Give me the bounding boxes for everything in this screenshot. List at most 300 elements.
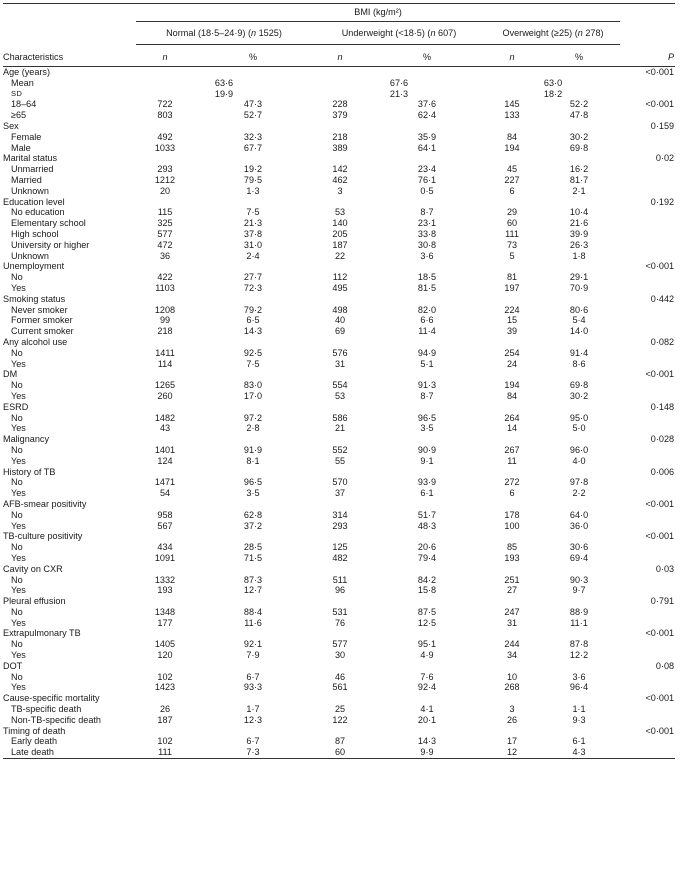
percent-cell: 97·8 [569,477,589,488]
count-cell: 1411 [155,347,175,358]
row-label: No [11,444,23,455]
count-cell: 84 [506,131,518,142]
percent-cell: 3·6 [572,671,586,682]
table-row [3,229,675,240]
count-cell: 46 [334,671,346,682]
count-cell: 39 [506,326,518,337]
table-row [3,510,675,521]
count-cell: 3 [337,185,343,196]
percent-cell: 79·5 [243,175,263,186]
count-cell: 561 [332,682,348,693]
p-value [620,607,675,618]
table-row [3,380,675,391]
table-row [3,456,675,467]
p-value [620,704,675,715]
table-row [3,207,675,218]
category-row [3,628,675,639]
characteristics-header: Characteristics [3,45,136,67]
p-value [620,326,675,337]
pct-header: % [368,45,486,67]
count-cell: 27 [506,585,518,596]
count-cell: 1471 [154,477,176,488]
count-cell: 26 [506,714,518,725]
percent-cell: 16·2 [569,164,589,175]
p-value [620,240,675,251]
percent-cell: 10·4 [569,207,589,218]
count-cell: 244 [504,639,520,650]
percent-cell: 7·5 [246,358,260,369]
table-row [3,715,675,726]
stat-value: 21·3 [389,88,409,99]
p-value [620,348,675,359]
p-value [620,164,675,175]
count-cell: 81 [506,272,518,283]
p-value [620,574,675,585]
count-cell: 96 [334,585,346,596]
percent-cell: 69·4 [569,552,589,563]
count-cell: 264 [504,412,520,423]
count-cell: 193 [157,585,173,596]
percent-cell: 12·7 [243,585,263,596]
percent-cell: 39·9 [569,229,589,239]
percent-cell: 33·8 [417,229,437,239]
percent-cell: 12·2 [569,650,589,661]
percent-cell: 12·3 [243,714,263,725]
percent-cell: 26·3 [569,239,589,250]
category-label: Marital status [3,153,58,164]
p-value [620,423,675,434]
characteristics-table [3,3,675,759]
percent-cell: 11·1 [570,617,588,628]
row-label: No [11,412,23,423]
count-cell: 1423 [154,682,176,693]
category-label: Unemployment [3,261,65,272]
percent-cell: 92·1 [243,639,263,650]
category-row [3,693,675,704]
p-value: <0·001 [645,725,675,736]
percent-cell: 87·8 [569,639,589,650]
row-label: Married [11,175,42,186]
table-row [3,553,675,564]
count-cell: 531 [332,606,348,617]
percent-cell: 31·0 [243,239,263,250]
category-row [3,564,675,575]
p-value: 0·02 [655,153,675,164]
stat-label: SD [11,88,23,98]
percent-cell: 14·0 [569,326,589,337]
count-cell: 115 [157,207,173,218]
percent-cell: 91·3 [417,380,437,391]
category-label: Timing of death [3,725,66,736]
p-value [620,207,675,218]
row-label: Yes [11,358,26,369]
count-cell: 31 [334,358,346,369]
table-row [3,110,675,121]
category-row [3,434,675,445]
count-cell: 53 [334,207,346,218]
count-cell: 24 [506,358,518,369]
row-label: No education [11,207,65,218]
percent-cell: 20·1 [417,714,437,725]
row-label: Yes [11,282,26,293]
category-row [3,661,675,672]
percent-cell: 91·9 [243,444,263,455]
percent-cell: 70·9 [569,282,589,293]
count-cell: 194 [504,142,520,153]
percent-cell: 6·1 [420,488,434,499]
table-row [3,348,675,359]
category-label: TB-culture positivity [3,531,83,542]
percent-cell: 87·5 [417,606,437,617]
p-value [620,618,675,629]
row-label: Yes [11,423,26,434]
row-label: Unknown [11,185,49,196]
p-value [620,251,675,262]
p-value: <0·001 [645,628,675,639]
percent-cell: 87·3 [243,574,263,585]
group-normal-header: Normal (18·5–24·9) (n 1525) [136,22,312,45]
count-cell: 60 [506,218,518,229]
row-label: Non-TB-specific death [11,714,101,725]
count-cell: 21 [334,423,346,434]
table-row [3,445,675,456]
table-row [3,639,675,650]
count-cell: 87 [334,736,346,747]
count-cell: 178 [504,509,520,520]
count-cell: 254 [504,347,520,358]
table-row [3,240,675,251]
p-value [620,218,675,229]
count-cell: 76 [334,617,346,628]
count-cell: 228 [332,99,348,110]
count-cell: 576 [332,347,348,358]
count-cell: 111 [505,229,519,239]
percent-cell: 5·0 [572,423,586,434]
percent-cell: 81·5 [417,282,437,293]
percent-cell: 3·6 [420,250,434,261]
category-row [3,726,675,737]
percent-cell: 37·8 [243,229,263,239]
percent-cell: 18·5 [417,272,437,283]
percent-cell: 23·1 [417,218,437,229]
percent-cell: 2·8 [246,423,260,434]
percent-cell: 79·2 [243,304,263,315]
count-cell: 55 [334,455,346,466]
category-row [3,596,675,607]
category-row [3,369,675,380]
percent-cell: 37·2 [243,520,263,531]
table-row [3,218,675,229]
count-cell: 45 [506,164,518,175]
stat-value: 63·6 [214,77,234,88]
category-row [3,294,675,305]
percent-cell: 27·7 [243,272,263,283]
count-cell: 1212 [154,175,176,186]
p-value: 0·006 [650,466,675,477]
p-value [620,272,675,283]
row-label: High school [11,229,59,239]
percent-cell: 96·5 [243,477,263,488]
count-cell: 30 [334,650,346,661]
percent-cell: 30·2 [569,131,589,142]
count-cell: 462 [332,175,348,186]
percent-cell: 69·8 [569,142,589,153]
count-cell: 140 [332,218,348,229]
percent-cell: 88·9 [569,606,589,617]
table-row [3,607,675,618]
percent-cell: 95·0 [569,412,589,423]
table-row [3,305,675,316]
group-overweight-header: Overweight (≥25) (n 278) [486,22,620,45]
percent-cell: 97·2 [243,412,263,423]
percent-cell: 17·0 [243,390,263,401]
row-label: Male [11,142,31,153]
count-cell: 267 [504,444,520,455]
percent-cell: 71·5 [243,552,263,563]
count-cell: 15 [506,315,518,326]
pct-header: % [194,45,312,67]
table-row [3,326,675,337]
percent-cell: 48·3 [417,520,437,531]
category-row [3,121,675,132]
category-label: ESRD [3,401,29,412]
count-cell: 586 [332,412,348,423]
row-label: Yes [11,585,26,596]
table-row [3,413,675,424]
count-cell: 84 [506,390,518,401]
count-cell: 482 [332,552,348,563]
percent-cell: 36·0 [569,520,589,531]
table-row [3,391,675,402]
table-row [3,672,675,683]
percent-cell: 2·4 [246,250,260,261]
percent-cell: 1·3 [246,185,260,196]
percent-cell: 69·8 [569,380,589,391]
header-row-bmi [3,4,675,22]
percent-cell: 2·2 [572,488,586,499]
p-value [620,736,675,747]
count-cell: 1332 [154,574,176,585]
count-cell: 100 [504,520,520,531]
count-cell: 1033 [154,142,176,153]
count-cell: 12 [486,747,538,758]
count-cell: 124 [157,455,173,466]
percent-cell: 0·5 [420,185,434,196]
count-cell: 293 [332,520,348,531]
count-cell: 577 [332,639,348,650]
bmi-header [136,4,620,22]
p-value [620,315,675,326]
table-row [3,164,675,175]
table-row [3,736,675,747]
percent-cell: 96·5 [417,412,437,423]
percent-cell: 6·1 [572,736,586,747]
percent-cell: 9·9 [368,747,486,758]
p-value: 0·03 [655,563,675,574]
row-label: Yes [11,617,26,628]
p-value [620,186,675,197]
p-value: 0·159 [650,121,675,132]
percent-cell: 20·6 [417,542,437,553]
row-label: No [11,509,23,520]
p-value [620,682,675,693]
count-cell: 142 [332,164,348,175]
percent-cell: 95·1 [417,639,437,650]
table-row [3,315,675,326]
percent-cell: 67·7 [243,142,263,153]
table-row [3,618,675,629]
count-cell: 5 [509,250,515,261]
category-row [3,466,675,477]
table-row [3,585,675,596]
percent-cell: 21·6 [569,218,589,229]
count-cell: 268 [504,682,520,693]
p-value [620,488,675,499]
percent-cell: 28·5 [243,542,263,553]
p-value: <0·001 [645,693,675,704]
category-label: Cause-specific mortality [3,693,100,704]
p-value [620,520,675,531]
table-row [3,186,675,197]
p-value: <0·001 [645,369,675,380]
p-value [620,391,675,402]
count-cell: 120 [157,650,173,661]
count-cell: 205 [332,229,348,239]
count-cell: 434 [157,542,173,553]
count-cell: 69 [334,326,346,337]
row-label: No [11,477,23,488]
p-value [620,175,675,186]
row-label: No [11,671,23,682]
count-cell: 31 [506,617,518,628]
stat-value: 63·0 [543,77,563,88]
count-cell: 99 [159,315,171,326]
row-label: No [11,639,23,650]
p-value: 0·082 [650,336,675,347]
count-cell: 37 [334,488,346,499]
p-value: 0·192 [650,196,675,207]
percent-cell: 93·3 [243,682,263,693]
count-cell: 43 [159,423,171,434]
percent-cell: 83·0 [243,380,263,391]
p-value [620,445,675,456]
row-label: University or higher [11,239,90,250]
count-cell: 1091 [154,552,176,563]
percent-cell: 82·0 [417,304,437,315]
count-cell: 40 [334,315,346,326]
table-row [3,175,675,186]
row-label: Yes [11,682,26,693]
count-cell: 251 [504,574,520,585]
table-row [3,423,675,434]
percent-cell: 3·5 [246,488,260,499]
count-cell: 34 [506,650,518,661]
row-label: No [11,574,23,585]
count-cell: 85 [506,542,518,553]
count-cell: 511 [332,574,348,585]
row-label: ≥65 [11,110,27,121]
percent-cell: 6·7 [246,736,260,747]
percent-cell: 6·7 [246,671,260,682]
count-cell: 325 [157,218,173,229]
row-label: 18–64 [11,99,37,110]
count-cell: 10 [506,671,518,682]
count-cell: 102 [157,671,173,682]
row-label: No [11,380,23,391]
p-value: <0·001 [645,498,675,509]
table-row [3,488,675,499]
count-cell: 114 [157,358,173,369]
percent-cell: 19·2 [243,164,263,175]
table-row [3,283,675,294]
percent-cell: 7·9 [246,650,260,661]
category-label: DOT [3,660,23,671]
percent-cell: 1·1 [572,704,586,715]
count-cell: 54 [159,488,171,499]
count-cell: 133 [504,110,520,121]
n-header: n [136,45,194,67]
row-label: Early death [11,736,58,747]
percent-cell: 21·3 [243,218,263,229]
category-label: Cavity on CXR [3,563,63,574]
category-label: Age (years) [3,67,51,78]
row-label: No [11,606,23,617]
row-label: Yes [11,650,26,661]
category-label: Sex [3,121,19,132]
count-cell: 25 [334,704,346,715]
count-cell: 495 [332,282,348,293]
table-row [3,704,675,715]
p-value: 0·028 [650,434,675,445]
count-cell: 498 [332,304,348,315]
count-cell: 492 [157,131,173,142]
table-row [3,132,675,143]
row-label: No [11,272,23,283]
percent-cell: 4·9 [420,650,434,661]
row-label: Yes [11,552,26,563]
table-row [3,682,675,693]
percent-cell: 32·3 [243,131,263,142]
p-value-header: P [620,45,675,67]
category-label: Education level [3,196,65,207]
count-cell: 6 [509,185,515,196]
count-cell: 14 [506,423,518,434]
percent-cell: 11·4 [418,326,436,337]
category-row [3,197,675,208]
count-cell: 197 [504,282,520,293]
table-row [3,272,675,283]
p-value [620,477,675,488]
row-label: Late death [3,747,136,758]
count-cell: 1348 [154,606,176,617]
table-row [3,251,675,262]
table-row [3,542,675,553]
stat-value: 67·6 [389,77,409,88]
percent-cell: 7·3 [194,747,312,758]
percent-cell: 92·5 [243,347,263,358]
percent-cell: 35·9 [417,131,437,142]
p-value: 0·148 [650,401,675,412]
stat-value: 19·9 [214,88,234,99]
percent-cell: 3·5 [420,423,434,434]
p-value [620,283,675,294]
row-label: Unmarried [11,164,54,175]
percent-cell: 23·4 [417,164,437,175]
percent-cell: 52·2 [569,99,589,110]
count-cell: 29 [506,207,518,218]
percent-cell: 88·4 [243,606,263,617]
count-cell: 20 [159,185,171,196]
